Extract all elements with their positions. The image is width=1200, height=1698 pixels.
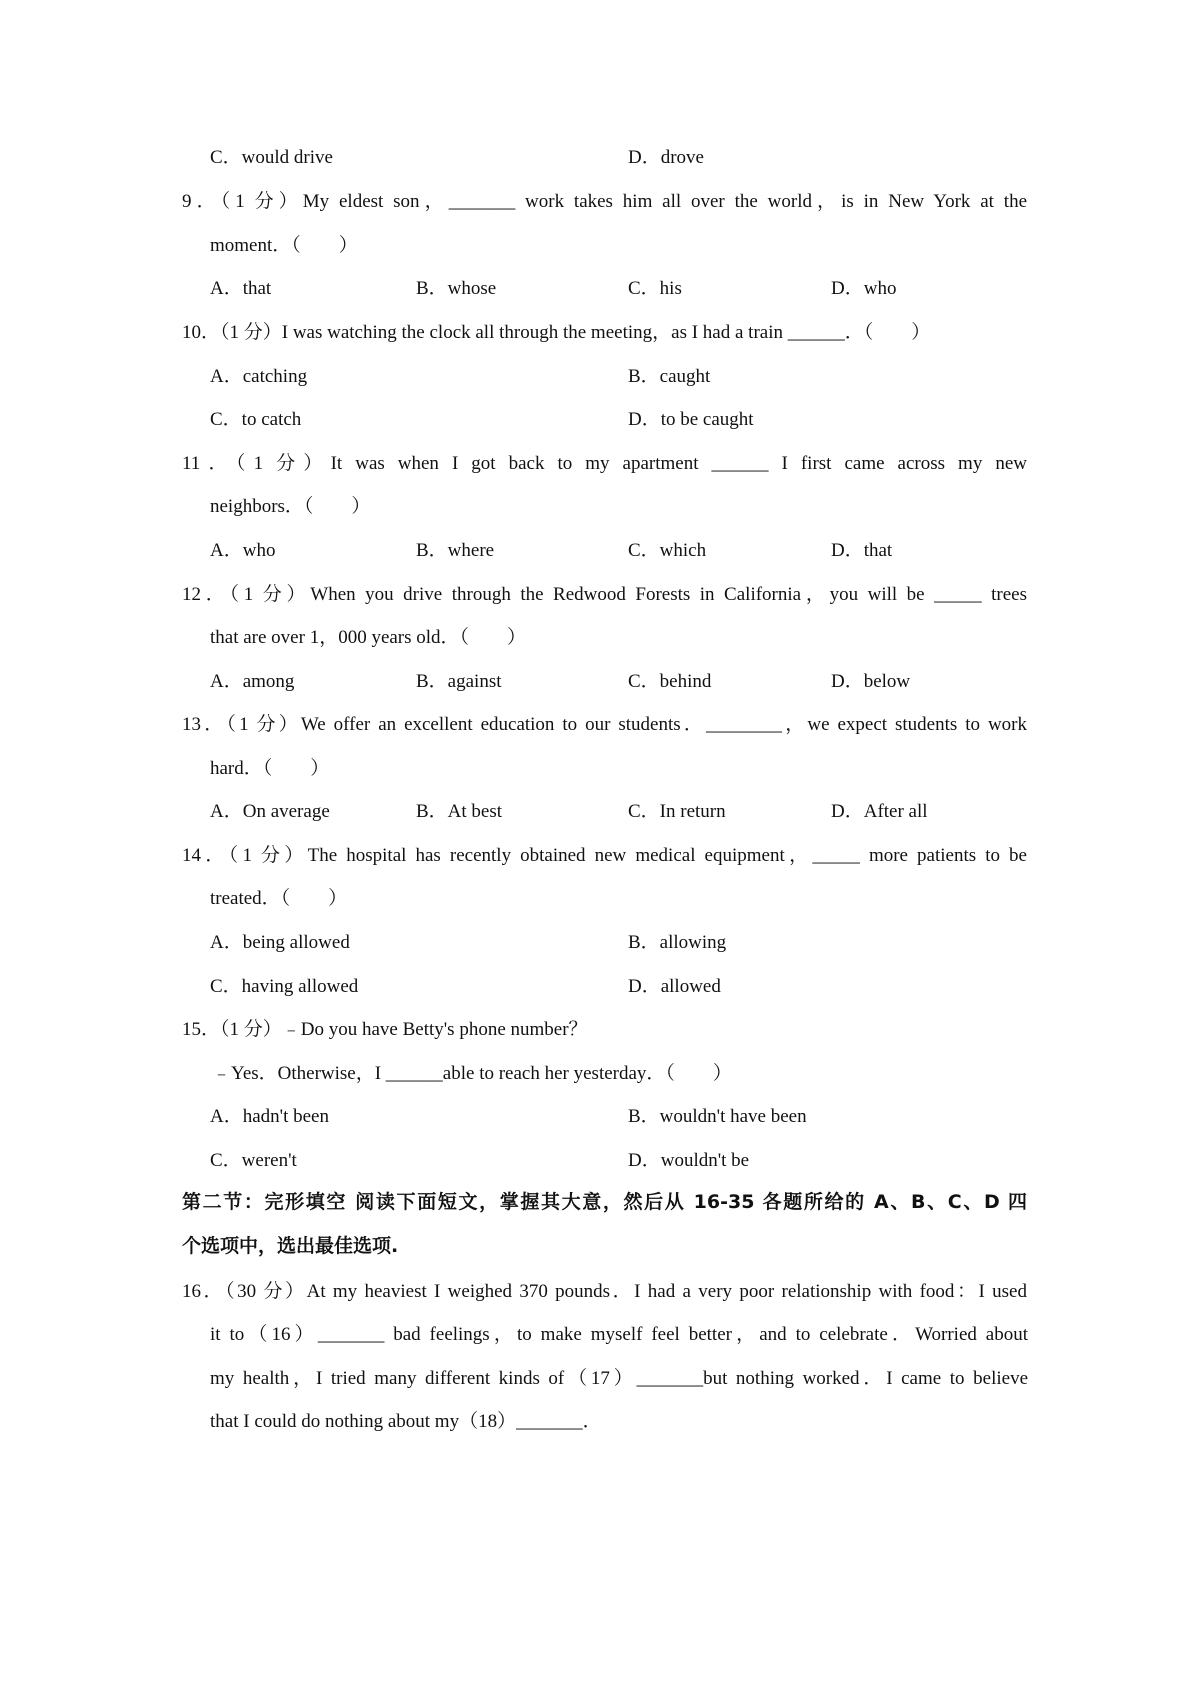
q13-option-a: A．On average xyxy=(210,801,330,822)
q13-stem-line1: 13．（1 分）We offer an excellent education to our students．________，we expect students to work xyxy=(182,714,1027,735)
q13-stem-line2: hard．（ ） xyxy=(210,758,330,779)
section2-heading-line2: 个选项中，选出最佳选项. xyxy=(182,1235,399,1257)
q12-stem-line2: that are over 1，000 years old．（ ） xyxy=(210,627,527,648)
q9-stem-line1: 9．（1 分）My eldest son，_______ work takes him all over the world，is in New York at the xyxy=(182,191,1027,212)
q9-option-a: A．that xyxy=(210,278,272,299)
q16-passage-line4: that I could do nothing about my（18）_______． xyxy=(210,1411,602,1432)
q15-option-d: D．wouldn't be xyxy=(628,1150,750,1171)
q11-option-c: C．which xyxy=(628,540,707,561)
q13-option-c: C．In return xyxy=(628,801,726,822)
q9-option-d: D．who xyxy=(831,278,897,299)
q8-option-d: D．drove xyxy=(628,147,704,168)
section2-heading-line1: 第二节：完形填空 阅读下面短文，掌握其大意，然后从 16-35 各题所给的 A、B、C、D 四 xyxy=(182,1191,1027,1213)
q12-option-d: D．below xyxy=(831,671,911,692)
q11-stem-line1: 11．（1 分）It was when I got back to my apartment ______ I first came across my new xyxy=(182,453,1027,474)
q15-option-c: C．weren't xyxy=(210,1150,297,1171)
q10-option-d: D．to be caught xyxy=(628,409,754,430)
q12-stem-line1: 12．（1 分）When you drive through the Redwood Forests in California，you will be _____ trees xyxy=(182,584,1027,605)
q14-option-c: C．having allowed xyxy=(210,976,359,997)
q15-stem-line1: 15．（1 分）﹣Do you have Betty's phone number？ xyxy=(182,1019,588,1040)
q14-option-b: B．allowing xyxy=(628,932,727,953)
q14-option-d: D．allowed xyxy=(628,976,721,997)
q14-stem-line2: treated．（ ） xyxy=(210,888,348,909)
q13-option-b: B．At best xyxy=(416,801,503,822)
q16-passage-line1: 16．（30 分）At my heaviest I weighed 370 pounds．I had a very poor relationship with food：I used xyxy=(182,1281,1027,1302)
q10-option-b: B．caught xyxy=(628,366,711,387)
q10-option-a: A．catching xyxy=(210,366,308,387)
q11-option-b: B．where xyxy=(416,540,495,561)
q9-option-c: C．his xyxy=(628,278,682,299)
q9-stem-line2: moment．（ ） xyxy=(210,235,358,256)
q11-option-a: A．who xyxy=(210,540,276,561)
q8-option-c: C．would drive xyxy=(210,147,333,168)
q9-option-b: B．whose xyxy=(416,278,497,299)
q14-option-a: A．being allowed xyxy=(210,932,350,953)
q10-stem-line1: 10．（1 分）I was watching the clock all through the meeting，as I had a train ______．（ ） xyxy=(182,322,931,343)
q15-option-a: A．hadn't been xyxy=(210,1106,329,1127)
q15-option-b: B．wouldn't have been xyxy=(628,1106,807,1127)
q10-option-c: C．to catch xyxy=(210,409,302,430)
q12-option-b: B．against xyxy=(416,671,502,692)
q16-passage-line2: it to（16）_______ bad feelings，to make myself feel better，and to celebrate．Worried about xyxy=(210,1324,1028,1345)
q12-option-a: A．among xyxy=(210,671,295,692)
q11-option-d: D．that xyxy=(831,540,893,561)
q15-stem-line2: ﹣Yes．Otherwise，I ______able to reach her yesterday．（ ） xyxy=(212,1063,732,1084)
q11-stem-line2: neighbors．（ ） xyxy=(210,496,371,517)
q14-stem-line1: 14．（1 分）The hospital has recently obtained new medical equipment，_____ more patients to be xyxy=(182,845,1027,866)
q12-option-c: C．behind xyxy=(628,671,712,692)
q13-option-d: D．After all xyxy=(831,801,928,822)
q16-passage-line3: my health，I tried many different kinds of（17）_______but nothing worked．I came to believe xyxy=(210,1368,1028,1389)
